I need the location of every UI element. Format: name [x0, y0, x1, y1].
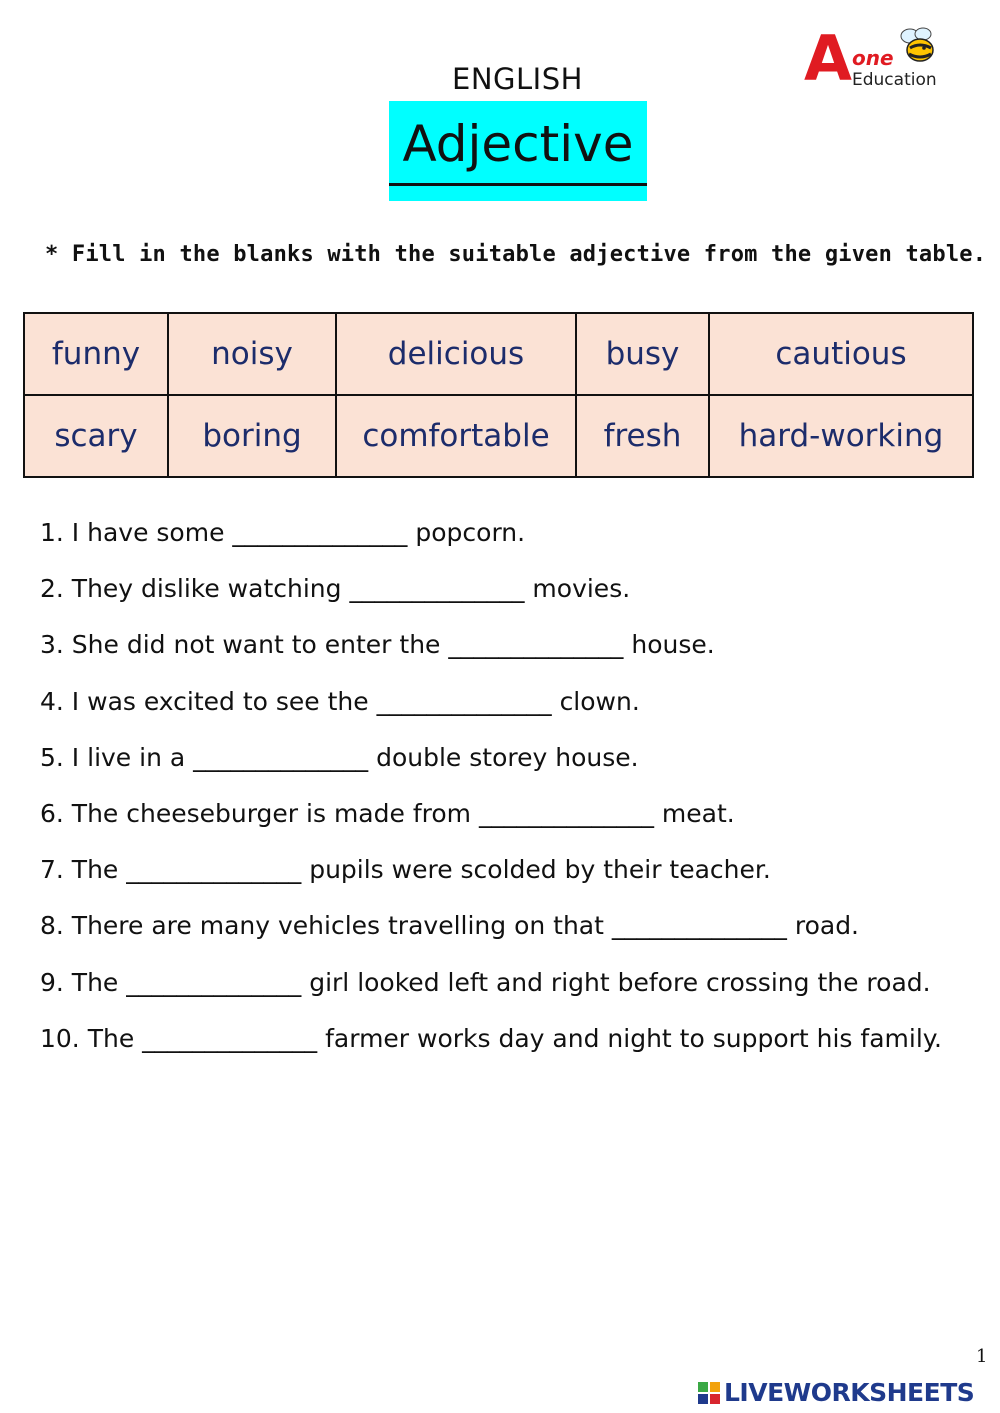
question-text-before: 4. I was excited to see the — [40, 687, 369, 716]
question-item — [40, 518, 525, 547]
title-box — [389, 101, 647, 201]
instruction-text: * Fill in the blanks with the suitable adjective from the given table. — [45, 242, 987, 267]
answer-blank[interactable]: ______________ — [349, 574, 525, 603]
subject-label: ENGLISH — [452, 62, 583, 96]
page-number: 1 — [976, 1346, 988, 1367]
question-text-after: popcorn. — [415, 518, 526, 547]
word-cell: scary — [24, 395, 168, 477]
question-item — [40, 911, 859, 940]
question-text-after: double storey house. — [376, 743, 639, 772]
question-item — [40, 687, 640, 716]
word-table-row — [24, 395, 973, 477]
question-item — [40, 1024, 942, 1053]
question-item — [40, 574, 630, 603]
word-cell: comfortable — [336, 395, 576, 477]
question-text-before: 9. The — [40, 968, 119, 997]
question-text-before: 2. They dislike watching — [40, 574, 342, 603]
question-text-after: movies. — [532, 574, 631, 603]
liveworksheets-logo-icon — [698, 1382, 722, 1408]
bee-icon — [898, 24, 940, 68]
question-text-after: pupils were scolded by their teacher. — [309, 855, 771, 884]
word-cell: cautious — [709, 313, 973, 395]
question-item — [40, 855, 771, 884]
question-text-after: clown. — [559, 687, 640, 716]
question-text-after: meat. — [661, 799, 735, 828]
liveworksheets-brand — [698, 1378, 998, 1408]
question-item — [40, 968, 931, 997]
word-cell: hard-working — [709, 395, 973, 477]
question-text-before: 1. I have some — [40, 518, 225, 547]
question-text-before: 5. I live in a — [40, 743, 186, 772]
word-cell: boring — [168, 395, 336, 477]
question-item — [40, 799, 735, 828]
word-table-row — [24, 313, 973, 395]
question-text-after: house. — [631, 630, 715, 659]
word-cell: busy — [576, 313, 709, 395]
question-text-after: girl looked left and right before crossing the road. — [309, 968, 931, 997]
answer-blank[interactable]: ______________ — [232, 518, 408, 547]
logo-letter: A — [804, 22, 852, 95]
word-cell: funny — [24, 313, 168, 395]
logo-one: one — [852, 46, 894, 70]
answer-blank[interactable]: ______________ — [126, 855, 302, 884]
word-table — [23, 312, 974, 478]
question-text-before: 10. The — [40, 1024, 135, 1053]
word-cell: fresh — [576, 395, 709, 477]
question-item — [40, 630, 715, 659]
title-underline — [389, 183, 647, 186]
answer-blank[interactable]: ______________ — [126, 968, 302, 997]
answer-blank[interactable]: ______________ — [376, 687, 552, 716]
answer-blank[interactable]: ______________ — [478, 799, 654, 828]
logo — [800, 24, 950, 100]
liveworksheets-brand-text: LIVEWORKSHEETS — [724, 1378, 975, 1407]
logo-education: Education — [852, 70, 937, 90]
answer-blank[interactable]: ______________ — [142, 1024, 318, 1053]
answer-blank[interactable]: ______________ — [611, 911, 787, 940]
word-cell: delicious — [336, 313, 576, 395]
answer-blank[interactable]: ______________ — [193, 743, 369, 772]
question-text-before: 8. There are many vehicles travelling on that — [40, 911, 604, 940]
question-text-after: farmer works day and night to support his family. — [325, 1024, 942, 1053]
question-text-before: 6. The cheeseburger is made from — [40, 799, 471, 828]
answer-blank[interactable]: ______________ — [448, 630, 624, 659]
question-text-before: 7. The — [40, 855, 119, 884]
question-text-after: road. — [794, 911, 860, 940]
page-title: Adjective — [402, 115, 634, 173]
question-item — [40, 743, 639, 772]
word-cell: noisy — [168, 313, 336, 395]
question-text-before: 3. She did not want to enter the — [40, 630, 441, 659]
